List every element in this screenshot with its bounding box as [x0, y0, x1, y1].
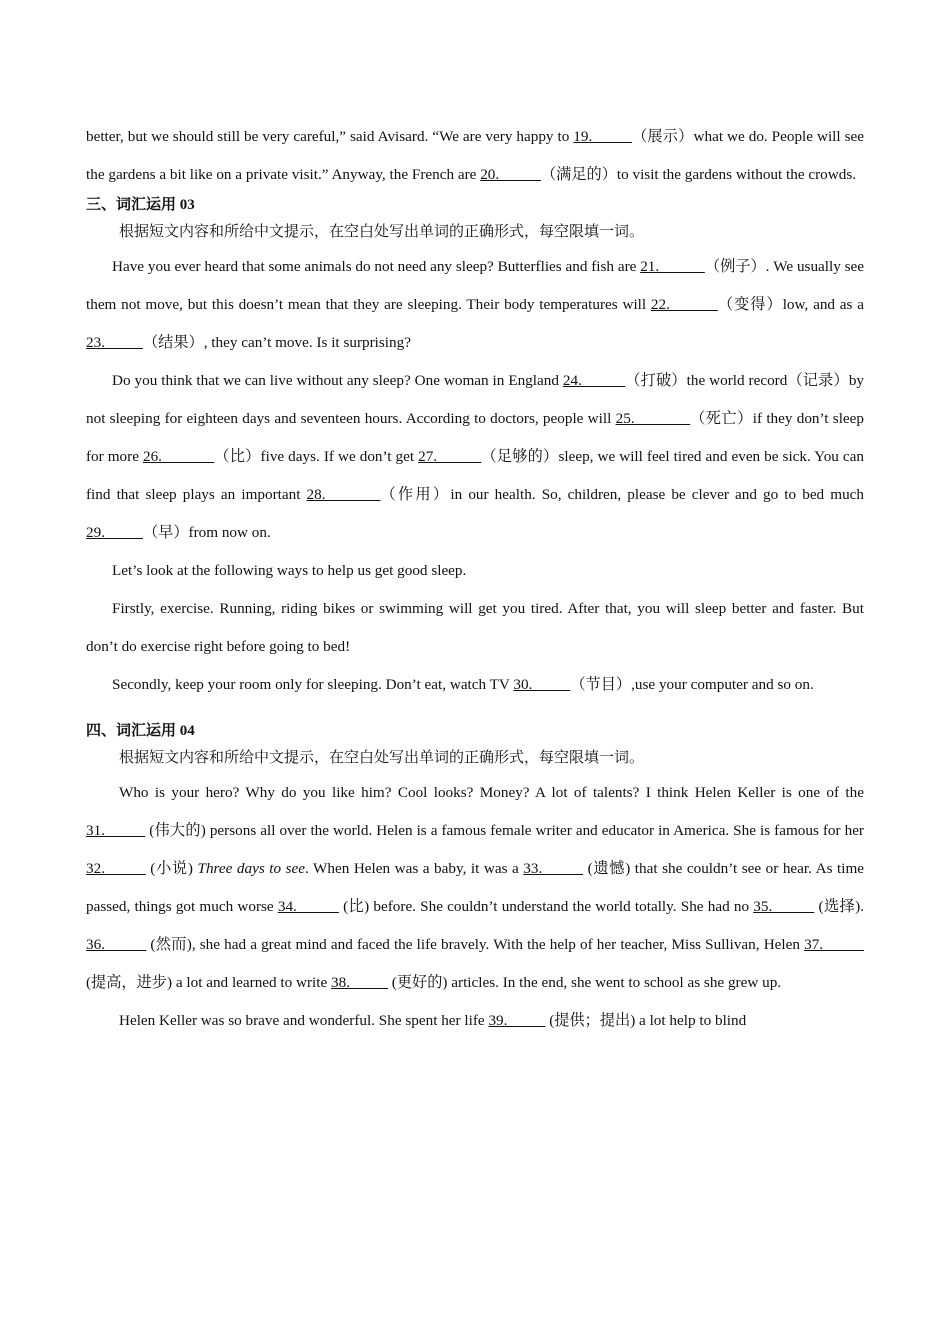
text-run: Secondly, keep your room only for sleeping. Don’t eat, watch TV	[112, 676, 514, 693]
blank-37[interactable]: 37.	[804, 936, 865, 953]
blank-26[interactable]: 26.	[142, 448, 215, 465]
section4-title: 四、词汇运用 04	[86, 723, 195, 739]
section3-title: 三、词汇运用 03	[86, 197, 195, 213]
blank-32[interactable]: 32.	[86, 860, 146, 877]
text-run: Helen Keller was so brave and wonderful. She spent her life	[119, 1012, 489, 1029]
section-spacer	[86, 704, 864, 720]
text-run: （作用）in our health. So, children, please be clever and go to bed much	[380, 486, 864, 503]
blank-33[interactable]: 33.	[523, 860, 584, 877]
text-run: Who is your hero? Why do you like him? Cool looks? Money? A lot of talents? I think Helen Keller is one of the	[119, 784, 864, 801]
text-run: (小说)	[145, 860, 198, 877]
section3-paragraph-2	[86, 362, 864, 552]
text-run: （满足的）to visit the gardens without the crowds.	[540, 166, 857, 183]
blank-39[interactable]: 39.	[488, 1012, 546, 1029]
text-run: (伟大的) persons all over the world. Helen is a famous female writer and educator in America. She is famous for her	[145, 822, 864, 839]
text-run: (提高，进步) a lot and learned to write	[86, 974, 332, 991]
text-run: better, but we should still be very careful,” said Avisard. “We are very happy to	[86, 128, 574, 145]
blank-28[interactable]: 28.	[306, 486, 381, 503]
blank-23[interactable]: 23.	[86, 334, 143, 351]
blank-27[interactable]: 27.	[418, 448, 482, 465]
document-page	[86, 118, 864, 1040]
text-run: （结果）, they can’t move. Is it surprising?	[142, 334, 411, 351]
section4-paragraph-2	[86, 1002, 864, 1040]
text-run: Have you ever heard that some animals do not need any sleep? Butterflies and fish are	[112, 258, 641, 275]
text-run: （节目）,use your computer and so on.	[570, 676, 814, 693]
text-run: （打破）the world record（记录）by not sleeping for eighteen days and seventeen hours. According to doctors, people will	[86, 372, 865, 427]
section4-paragraph-1	[86, 774, 864, 1002]
blank-35[interactable]: 35.	[753, 898, 815, 915]
section3-paragraph-1	[86, 248, 864, 362]
text-run: (然而), she had a great mind and faced the life bravely. With the help of her teacher, Miss Sullivan, Helen	[146, 936, 805, 953]
text-run: （死亡）if they don’t sleep for more	[86, 410, 865, 465]
blank-19[interactable]: 19.	[573, 128, 633, 145]
section2-paragraph-tail	[86, 118, 864, 194]
blank-30[interactable]: 30.	[513, 676, 571, 693]
blank-34[interactable]: 34.	[277, 898, 339, 915]
blank-29[interactable]: 29.	[86, 524, 143, 541]
section3-paragraph-4: Firstly, exercise. Running, riding bikes or swimming will get you tired. After that, you will sleep better and faster. But don’t do exercise right before going to bed!	[86, 600, 864, 655]
blank-36[interactable]: 36.	[86, 936, 147, 953]
blank-31[interactable]: 31.	[86, 822, 146, 839]
blank-20[interactable]: 20.	[480, 166, 541, 183]
text-run: (遗憾) that she couldn’t see or hear. As time passed, things got much worse	[86, 860, 865, 915]
text-run: Do you think that we can live without any sleep? One woman in England	[112, 372, 563, 389]
text-run: (更好的) articles. In the end, she went to school as she grew up.	[388, 974, 782, 991]
section4-instruction: 根据短文内容和所给中文提示，在空白处写出单词的正确形式，每空限填一词。	[119, 750, 645, 766]
text-run: (提供；提出) a lot help to blind	[545, 1012, 747, 1029]
text-run: . When Helen was a baby, it was a	[305, 860, 524, 877]
text-run: （比）five days. If we don’t get	[214, 448, 419, 465]
text-run: （足够的）sleep, we will feel tired and even be sick. You can find that sleep plays an important	[86, 448, 864, 503]
blank-24[interactable]: 24.	[562, 372, 626, 389]
blank-21[interactable]: 21.	[640, 258, 705, 275]
blank-25[interactable]: 25.	[615, 410, 691, 427]
section3-paragraph-5	[86, 666, 864, 704]
text-run: （展示）what we do. People will see the gardens a bit like on a private visit.” Anyway, the French are	[86, 128, 864, 183]
text-run: （例子）. We usually see them not move, but this doesn’t mean that they are sleeping. Their body temperatures will	[86, 258, 865, 313]
text-run: (选择).	[814, 898, 864, 915]
section3-instruction: 根据短文内容和所给中文提示，在空白处写出单词的正确形式，每空限填一词。	[119, 224, 645, 240]
book-title: Three days to see	[197, 860, 305, 877]
text-run: （变得）low, and as a	[717, 296, 865, 313]
section3-paragraph-3: Let’s look at the following ways to help us get good sleep.	[112, 562, 467, 579]
text-run: (比) before. She couldn’t understand the world totally. She had no	[338, 898, 754, 915]
blank-22[interactable]: 22.	[650, 296, 718, 313]
text-run: （早）from now on.	[142, 524, 271, 541]
blank-38[interactable]: 38.	[331, 974, 388, 991]
